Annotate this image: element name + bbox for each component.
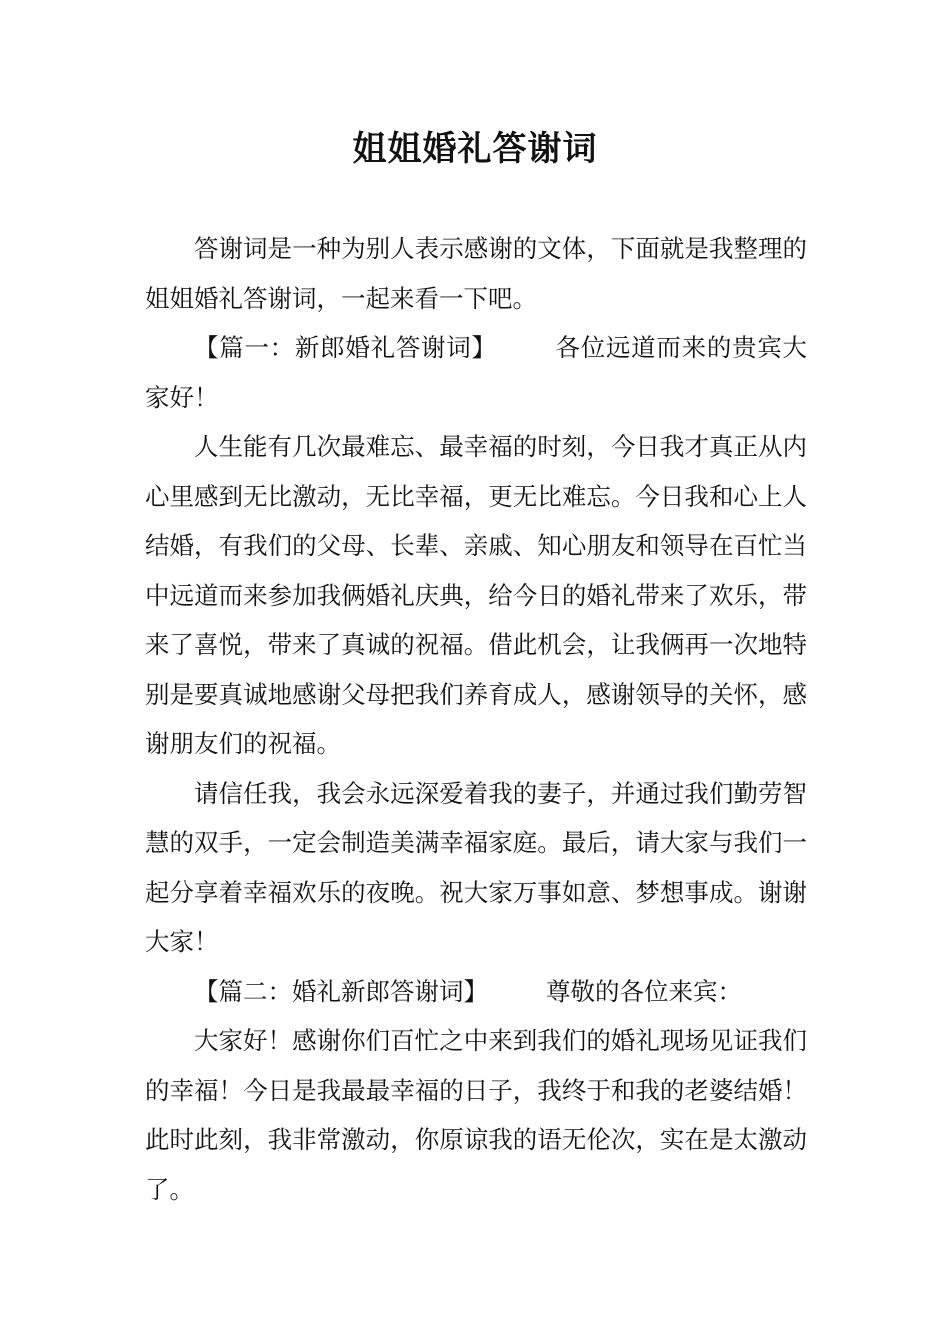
document-body: [145, 224, 807, 1214]
paragraph-body: [145, 1016, 807, 1214]
paragraph-text: 各位远道而来的贵宾大家好！: [145, 333, 808, 412]
document-title: 姐姐婚礼答谢词: [352, 129, 598, 169]
paragraph-body: [145, 422, 807, 769]
paragraph-text: 尊敬的各位来宾：: [546, 976, 742, 1006]
paragraph-section-two-heading: [145, 967, 807, 1017]
paragraph-text: 请信任我，我会永远深爱着我的妻子，并通过我们勤劳智慧的双手，一定会制造美满幸福家庭。最后，请大家与我们一起分享着幸福欢乐的夜晚。祝大家万事如意、梦想事成。谢谢大家！: [145, 778, 807, 956]
paragraph-intro: [145, 224, 807, 323]
paragraph-body: [145, 769, 807, 967]
paragraph-text: 答谢词是一种为别人表示感谢的文体，下面就是我整理的姐姐婚礼答谢词，一起来看一下吧。: [145, 234, 807, 313]
section-heading: 【篇一：新郎婚礼答谢词】: [194, 333, 497, 362]
section-heading: 【篇二：婚礼新郎答谢词】: [194, 976, 488, 1006]
paragraph-text: 大家好！感谢你们百忙之中来到我们的婚礼现场见证我们的幸福！今日是我最最幸福的日子，我终于和我的老婆结婚！此时此刻，我非常激动，你原谅我的语无伦次，实在是太激动了。: [145, 1026, 807, 1204]
paragraph-section-one-heading: [145, 323, 807, 422]
paragraph-text: 人生能有几次最难忘、最幸福的时刻，今日我才真正从内心里感到无比激动，无比幸福，更无比难忘。今日我和心上人结婚，有我们的父母、长辈、亲戚、知心朋友和领导在百忙当中远道而来参加我俩婚礼庆典，给今日的婚礼带来了欢乐，带来了喜悦，带来了真诚的祝福。借此机会，让我俩再一次地特别是要真诚地感谢父母把我们养育成人，感谢领导的关怀，感谢朋友们的祝福。: [145, 432, 807, 758]
